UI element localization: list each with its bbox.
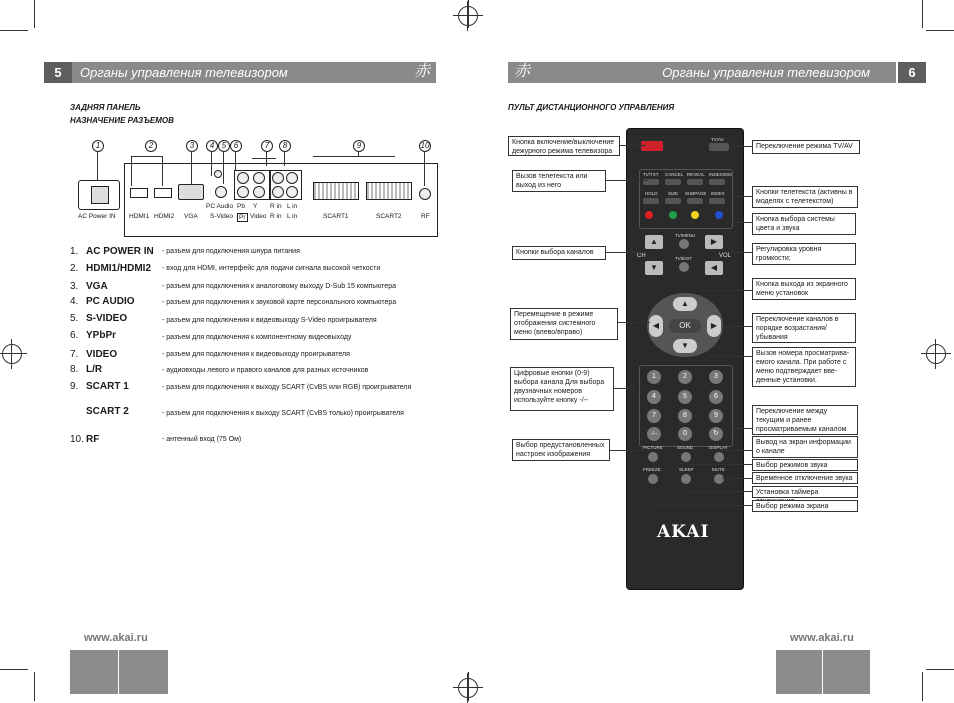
callout-8: 8 [279,140,291,152]
digit-1[interactable]: 1 [647,370,661,384]
callout-line [724,326,752,327]
brand-logo: AKAI [657,522,710,542]
blue-button[interactable] [715,211,723,219]
video-label: Video [250,213,267,220]
scart1-label: SCART1 [323,213,349,220]
scart2-port [366,182,412,200]
left-section-title: ЗАДНЯЯ ПАНЕЛЬ [70,103,141,112]
dpad-right-button[interactable]: ▶ [707,315,721,337]
dpad-left-button[interactable]: ◀ [649,315,663,337]
item-number: 2. [70,263,79,274]
pr-label: Pr [239,214,246,221]
leader-line [97,152,98,180]
tt-label: INDEX [711,191,725,196]
dpad-up-button[interactable]: ▲ [673,297,697,311]
item-number: 10. [70,434,84,445]
item-number: 5. [70,313,79,324]
item-name: VIDEO [86,349,118,360]
item-desc: - вход для HDMI, интерфейс для подачи сигнала высокой четкости [162,265,381,272]
callout-sound: Выбор режимов звука [752,459,858,471]
callout-line [722,450,752,451]
callout-teletext-keys: Кнопки телетекста (активны в моделях с телетекстом) [752,186,858,208]
callout-line [708,356,752,357]
left-footer-box [70,650,168,694]
right-header-bar [508,62,926,83]
l-in-top-port [286,172,298,184]
item-desc: - разъем для подключения к выходу SCART (CvBS только) проигрывателя [162,410,404,417]
callout-line [610,450,650,451]
tt-label: CANCEL [665,172,684,177]
tt-label: INDEX/MIX [709,172,733,177]
s-video-label: S-Video [210,213,234,220]
item-desc: - разъем для подключения шнура питания [162,248,300,255]
item-desc: - разъем для подключения к компонентному видеовыходу [162,334,352,341]
callout-2: 2 [145,140,157,152]
rf-label: RF [421,213,430,220]
index-button[interactable] [709,198,725,204]
item-desc: - разъем для подключения к аналоговому выходу D-Sub 15 компьютера [162,283,396,290]
digit-8[interactable]: 8 [678,409,692,423]
item-desc: - разъем для подключения к видеовыходу проигрывателя [162,351,350,358]
callout-mute: Временное отключение звука [752,472,858,484]
leader-line [358,152,359,156]
indexmix-button[interactable] [709,179,725,185]
leader-line [131,156,163,157]
rf-port [419,188,431,200]
callout-3: 3 [186,140,198,152]
item-number: 1. [70,246,79,257]
callout-line [618,322,650,323]
r-in-label: R in [270,213,282,220]
vga-port [178,184,204,200]
pb-port [237,172,249,184]
callout-color-system: Кнопка выбора системы цвета и звука [752,213,856,235]
right-section-title: ПУЛЬТ ДИСТАНЦИОННОГО УПРАВЛЕНИЯ [508,103,675,112]
hold-button[interactable] [643,198,659,204]
digit-9[interactable]: 9 [709,409,723,423]
digit-7[interactable]: 7 [647,409,661,423]
item-desc: - аудиовходы левого и правого каналов для разных источников [162,367,369,374]
left-page-number: 5 [44,62,72,83]
reveal-button[interactable] [687,179,703,185]
callout-channel-buttons: Кнопки выбора каналов [512,246,606,260]
item-number: 9. [70,381,79,392]
ch-up-button[interactable]: ▲ [645,235,663,249]
leader-line [313,156,395,157]
callout-power: Кнопка включение/выключение дежурного режима телевизора [508,136,620,156]
callout-9: 9 [353,140,365,152]
hdmi2-label: HDMI2 [154,213,175,220]
spine-line [468,672,469,701]
callout-volume: Регулировка уровня громкости; [752,243,856,265]
green-button[interactable] [669,211,677,219]
crop-mark [0,30,28,31]
item-desc: - разъем для подключения к видеовыходу S-Video проигрывателя [162,317,377,324]
callout-4: 4 [206,140,218,152]
callout-picture-presets: Выбор предустановленных настроек изображения [512,439,610,461]
digit-6[interactable]: 6 [709,390,723,404]
callout-5: 5 [218,140,230,152]
vol-down-button[interactable]: ◀ [705,261,723,275]
leader-line [252,158,276,159]
display-label: DISPLAY [709,445,728,450]
callout-ok: Вызов номера просматрива-емого канала. При работе с меню подтверждает вве-денные установки. [752,347,856,387]
red-button[interactable] [645,211,653,219]
tt-label: TV/TXT [643,172,659,177]
freeze-button[interactable] [648,474,658,484]
sleep-label: SLEEP [679,467,694,472]
right-header-glyph: 赤 [514,63,531,80]
remote-control [626,128,744,590]
callout-tvav: Переключение режима TV/AV [752,140,860,154]
crop-mark [922,672,923,701]
mute-button[interactable] [714,474,724,484]
item-name: S-VIDEO [86,313,128,324]
right-footer-box [776,650,870,694]
scart2-label: SCART2 [376,213,402,220]
mute-label: MUTE [712,467,725,472]
item-name: PC AUDIO [86,296,135,307]
item-number: 3. [70,281,79,292]
callout-line [730,196,752,197]
picture-label: PICTURE [643,445,663,450]
picture-button[interactable] [648,452,658,462]
hdmi1-port [130,188,148,198]
scart1-port [313,182,359,200]
l-in-port [286,186,298,198]
pc-audio-port [214,170,222,178]
power-button[interactable] [641,141,663,151]
tvexit-button[interactable] [679,262,689,272]
callout-line [656,505,752,506]
callout-10: 10 [420,141,430,150]
size-button[interactable] [665,198,681,204]
item-number: 6. [70,330,79,341]
tt-label: SUBPAGE [685,191,707,196]
yellow-button[interactable] [691,211,699,219]
callout-7: 7 [261,140,273,152]
callout-line [690,464,752,465]
digit-4[interactable]: 4 [647,390,661,404]
right-footer-url[interactable]: www.akai.ru [790,632,854,644]
callout-1: 1 [92,140,104,152]
ac-power-socket [78,180,120,210]
item-desc: - разъем для подключения к звуковой карте персонального компьютера [162,299,397,306]
callout-line [614,388,636,389]
tvexit-label: TV/EXIT [675,256,693,261]
tt-label: HOLD [645,191,658,196]
right-header-title: Органы управления телевизором [662,65,870,80]
callout-line [700,290,752,291]
r-in-port [272,186,284,198]
tvmenu-button[interactable] [679,239,689,249]
callout-sleep: Установка таймера [752,486,858,498]
sound-button[interactable] [681,452,691,462]
item-name: SCART 1 [86,381,129,392]
tvav-button[interactable] [709,143,729,151]
hdmi1-label: HDMI1 [129,213,150,220]
recall-button[interactable]: ↻ [709,427,723,441]
callout-digits: Цифровые кнопки (0-9) выбора канала Для выбора двузначных номеров используйте кнопку -/-- [510,367,614,411]
r-in-top-label: R in [270,203,282,210]
left-section-subtitle: НАЗНАЧЕНИЕ РАЗЪЕМОВ [70,116,174,125]
dpad-down-button[interactable]: ▼ [673,339,697,353]
callout-line [728,428,752,429]
y-label: Y [253,203,258,210]
callout-line [606,180,648,181]
cancel-button[interactable] [665,179,681,185]
item-name: YPbPr [86,330,117,341]
sleep-button[interactable] [681,474,691,484]
left-footer-url[interactable]: www.akai.ru [84,632,148,644]
ch-label: CH [637,253,646,259]
callout-teletext-toggle: Вызов телетекста или выход из него [512,170,606,192]
callout-exit-menu: Кнопка выхода из экранного меню установок [752,278,856,300]
y-port [253,172,265,184]
item-name: VGA [86,281,108,292]
digit-0[interactable]: 0 [678,427,692,441]
callout-display: Вывод на экран информации о канале [752,436,858,458]
registration-mark [2,344,22,364]
r-in-top-port [272,172,284,184]
registration-mark [926,344,946,364]
callout-6: 6 [230,140,242,152]
tvav-label: TV/AV [711,137,724,142]
crop-mark [922,0,923,28]
callout-line [730,146,752,147]
tt-label: SIZE [668,191,679,196]
pc-audio-label: PC Audio [206,203,234,210]
item-desc: - разъем для подключения к выходу SCART (CvBS или RGB) проигрывателя [162,384,412,391]
tt-label: REVEAL [687,172,705,177]
item-number: 8. [70,364,79,375]
item-name: AC POWER IN [86,246,154,257]
pr-port [237,186,249,198]
hdmi2-port [154,188,172,198]
left-header-title: Органы управления телевизором [80,65,288,80]
pb-label: Pb [237,203,245,210]
callout-channel-order: Переключение каналов в порядке возрастания/ убывания [752,313,856,343]
callout-line [730,252,752,253]
sound-label: SOUND [677,445,694,450]
freeze-label: FREEZE [643,467,661,472]
crop-mark [0,669,28,670]
spine-line [468,0,469,28]
ch-down-button[interactable]: ▼ [645,261,663,275]
item-number: 4. [70,296,79,307]
s-video-port [215,186,227,198]
item-name: RF [86,434,100,445]
ac-power-label: AC Power IN [78,213,116,220]
ok-button[interactable]: OK [669,319,701,333]
crop-mark [34,0,35,28]
vol-label: VOL [719,253,732,259]
left-header-bar [44,62,436,83]
item-name: HDMI1/HDMI2 [86,263,152,274]
item-number: 7. [70,349,79,360]
item-name: SCART 2 [86,406,129,417]
display-button[interactable] [714,452,724,462]
dash-button[interactable]: -/-- [647,427,661,441]
callout-line [690,491,752,492]
callout-line [730,222,752,223]
tvmenu-label: TV/MENU [675,233,696,238]
crop-mark [926,30,954,31]
l-in-top-label: L in [287,203,298,210]
vol-up-button[interactable]: ▶ [705,235,723,249]
digit-3[interactable]: 3 [709,370,723,384]
callout-recall: Переключение между текущим и ранее просматриваемым каналом [752,405,858,435]
left-header-glyph: 赤 [413,63,430,80]
digit-2[interactable]: 2 [678,370,692,384]
crop-mark [34,672,35,701]
subpage-button[interactable] [687,198,703,204]
crop-mark [926,669,954,670]
l-in-label: L in [287,213,298,220]
item-name: L/R [86,364,103,375]
video-port [253,186,265,198]
vga-label: VGA [184,213,198,220]
callout-line [620,145,646,146]
item-desc: - антенный вход (75 Ом) [162,436,242,443]
right-page-number: 6 [896,62,926,83]
callout-line [606,252,646,253]
callout-line [722,478,752,479]
digit-5[interactable]: 5 [678,390,692,404]
callout-freeze: Выбор режима экрана [752,500,858,512]
callout-menu-nav: Перемещение в режиме отображения системного меню (влево/вправо) [510,308,618,340]
